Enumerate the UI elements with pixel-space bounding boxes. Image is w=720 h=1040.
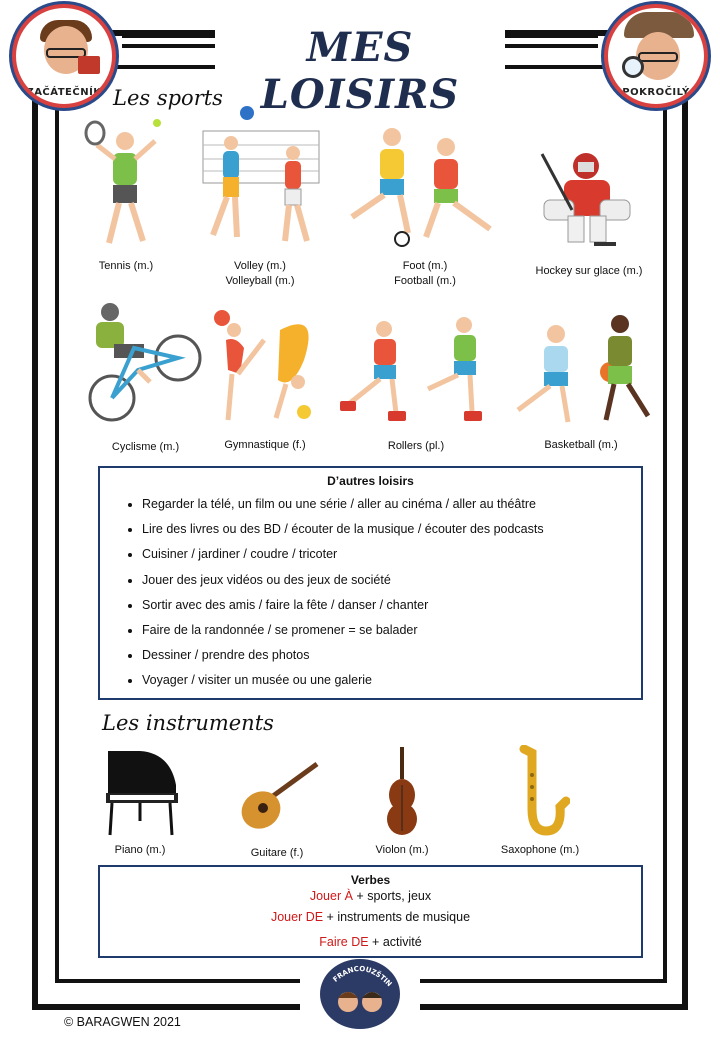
badge-label-right: POKROČILÝ: [622, 87, 690, 98]
verbs-title: Verbes: [350, 873, 391, 887]
verb-key: Jouer DE: [270, 910, 324, 924]
page-title: MES LOISIRS: [260, 24, 460, 118]
rollerskaters-icon: [336, 315, 496, 427]
list-item: • Regarder la télé, un film ou une série / aller au cinéma / aller au théâtre: [142, 494, 641, 519]
list-item: • Faire de la randonnée / se promener = se balader: [142, 620, 641, 645]
sport-caption: [112, 440, 179, 455]
basketball-players-icon: [506, 312, 656, 428]
instrument-caption: Piano (m.): [114, 844, 166, 856]
verb-rest: + activité: [368, 934, 422, 949]
title-stripe: [122, 34, 215, 38]
caption-line: Volleyball (m.): [225, 275, 295, 287]
badge-label-left: ZAČÁTEČNÍK: [26, 87, 102, 98]
caption-line: Rollers (pl.): [387, 440, 445, 452]
verb-key: Faire DE: [319, 934, 369, 949]
saxophone-icon: [510, 745, 570, 837]
sport-caption: [536, 264, 643, 279]
advanced-badge: [604, 4, 708, 108]
sport-tile-hockey: [525, 150, 653, 279]
instrument-tile-guitar: [232, 760, 322, 861]
caption-line: Volley (m.): [234, 260, 286, 272]
sports-heading: Les sports: [113, 86, 223, 110]
sport-tile-tennis: [78, 115, 174, 274]
football-players-icon: [340, 125, 510, 251]
sport-caption: [224, 438, 305, 453]
other-hobbies-list: [100, 494, 641, 696]
verb-rule: [100, 905, 641, 930]
hockey-goalie-icon: [534, 150, 644, 252]
verb-rest: + sports, jeux: [352, 889, 432, 903]
sport-tile-football: [340, 125, 510, 289]
sport-tile-volley: [195, 105, 325, 289]
verbs-list: [100, 887, 641, 954]
sport-caption: [388, 439, 444, 454]
list-item: • Cuisiner / jardiner / coudre / tricoter: [142, 544, 641, 569]
cyclist-icon: [88, 302, 203, 426]
caption-line: Football (m.): [394, 275, 456, 287]
title-stripe: [505, 34, 598, 38]
sport-caption: [225, 259, 294, 289]
caption-line: Hockey sur glace (m.): [535, 265, 643, 277]
magnifier-icon: [622, 56, 644, 78]
logo-emblem: [318, 958, 402, 1030]
violin-icon: [382, 745, 422, 837]
verb-rule: [100, 887, 641, 905]
logo-text: FRANCOUZŠTIN: [331, 964, 394, 989]
instrument-tile-saxophone: [490, 745, 590, 858]
gymnasts-icon: [200, 300, 330, 426]
beginner-badge: [12, 4, 116, 108]
list-item: • Voyager / visiter un musée ou une galerie: [142, 670, 641, 695]
instrument-caption: Saxophone (m.): [500, 844, 580, 856]
sport-caption: [99, 259, 153, 274]
instrument-caption: Violon (m.): [375, 844, 429, 856]
title-stripe: [505, 44, 598, 48]
other-hobbies-title: D’autres loisirs: [327, 474, 414, 488]
verbs-box: [98, 865, 643, 958]
verb-rule: [100, 930, 641, 955]
title-stripe: [122, 44, 215, 48]
piano-icon: [100, 745, 180, 837]
caption-line: Basketball (m.): [544, 439, 618, 451]
sport-caption: [394, 259, 456, 289]
sport-tile-rollers: [336, 315, 496, 454]
guitar-icon: [233, 760, 321, 836]
list-item: • Sortir avec des amis / faire la fête / danser / chanter: [142, 595, 641, 620]
sport-tile-gymnastics: [200, 300, 330, 453]
avatar-glasses: [638, 52, 678, 62]
caption-line: Cyclisme (m.): [111, 441, 180, 453]
instrument-caption: Guitare (f.): [250, 847, 304, 859]
sport-caption: [544, 438, 617, 453]
sport-tile-cycling: [88, 302, 203, 455]
list-item: • Dessiner / prendre des photos: [142, 645, 641, 670]
verb-key: Jouer À: [309, 889, 353, 903]
copyright: © BARAGWEN 2021: [64, 1015, 181, 1029]
tennis-player-icon: [81, 115, 171, 255]
verb-rest: + instruments de musique: [323, 910, 471, 924]
caption-line: Gymnastique (f.): [224, 439, 306, 451]
book-icon: [78, 56, 100, 74]
list-item: • Jouer des jeux vidéos ou des jeux de société: [142, 570, 641, 595]
francouzstina-logo: [318, 958, 402, 1030]
instrument-tile-piano: [95, 745, 185, 858]
sport-tile-basketball: [505, 312, 657, 453]
caption-line: Foot (m.): [402, 260, 448, 272]
volleyball-players-icon: [195, 105, 325, 255]
other-hobbies-box: [98, 466, 643, 700]
instrument-tile-violin: [362, 745, 442, 858]
list-item: • Lire des livres ou des BD / écouter de la musique / écouter des podcasts: [142, 519, 641, 544]
instruments-heading: Les instruments: [102, 711, 274, 735]
caption-line: Tennis (m.): [98, 260, 154, 272]
